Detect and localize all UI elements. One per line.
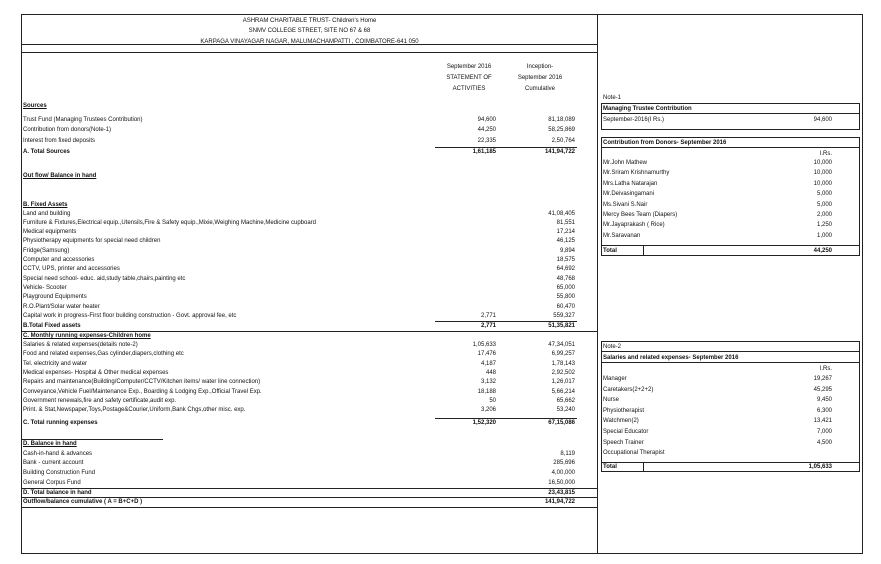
row-rule [21,497,598,498]
note2-item-amount: 45,295 [813,386,832,393]
header-divider [21,52,598,53]
note2-item-name: Occupational Therapist [603,450,665,457]
row-label: A. Total Sources [23,149,70,155]
note2-item-name: Nurse [603,397,620,404]
donor-amount: 1,250 [816,222,832,229]
note2-title: Note-2 [603,344,622,350]
note2-total-divider-v [643,462,644,472]
row-label: Repairs and maintenance(Building/Computer/CCTV/Kitchen items/ water line connection) [23,379,261,385]
row-value-cumulative: 2,50,764 [551,138,575,144]
col-heading-line: STATEMENT OF [446,75,492,81]
note1-mt-value: 94,600 [813,117,832,123]
row-value-cumulative: 58,25,869 [548,127,575,133]
row-label: Physiotherapy equipments for special need children [23,238,161,244]
note2-item-name: Caretakers(2+2+2) [603,386,654,393]
note2-item-amount: 4,500 [816,439,832,446]
note2-title-divider [601,351,860,352]
right-panel-frame [597,14,863,554]
org-address-1: SNMV COLLEGE STREET, SITE NO 67 & 68 [248,28,371,34]
note2-item-name: Manager [603,376,627,382]
row-label: Playground Equipments [23,294,87,300]
row-value-cumulative: 8,119 [560,451,575,457]
row-label: C. Monthly running expenses-Children home [23,333,151,339]
row-value-current: 1,61,185 [472,149,496,155]
row-label: Furniture & Fixtures,Electrical equip.,Utensils,Fire & Safety equip.,Mixie,Weighing Machine,Medicine cupboard [23,220,317,226]
donor-amount: 10,000 [813,180,832,187]
row-label: D. Balance in hand [23,441,77,447]
row-rule [21,331,598,332]
row-value-cumulative: 4,00,000 [551,470,575,476]
donor-name: Mrs.Latha Natarajan [603,180,658,187]
donor-name: Mr.Jayaprakash ( Rice) [603,222,665,229]
row-value-cumulative: 65,000 [556,285,575,291]
row-value-cumulative: 5,66,214 [551,389,575,395]
row-value-cumulative: 41,08,405 [548,211,575,217]
donor-name: Mr.Deivasingamani [603,191,655,198]
row-label: Food and related expenses,Gas cylinder,diapers,clothing etc [23,351,184,357]
row-value-current: 50 [489,398,496,404]
row-label: Print. & Stat,Newspaper,Toys,Postage&Courier,Uniform,Bank Chgs,other misc. exp. [23,407,246,413]
note2-item-amount: 9,450 [816,397,832,404]
note2-item-name: Physiotherapist [603,407,645,414]
row-label: Salaries & related expenses(details note-2) [23,342,138,348]
row-value-cumulative: 47,34,051 [548,342,575,348]
org-address-2: KARPAGA VINAYAGAR NAGAR, MALUMACHAMPATTI , COIMBATORE-641 050 [200,39,419,45]
row-rule [21,439,163,440]
org-name: ASHRAM CHARITABLE TRUST- Children's Home [242,18,377,24]
row-value-cumulative: 141,94,722 [544,499,575,505]
note2-total-divider [601,462,860,463]
row-label: Building Construction Fund [23,470,96,476]
note2-total-value: 1,05,633 [808,464,832,470]
row-value-cumulative: 9,894 [559,248,575,254]
row-value-cumulative: 285,696 [553,460,575,466]
row-value-cumulative: 6,99,257 [551,351,575,357]
row-value-cumulative: 55,800 [556,294,575,300]
row-label: CCTV, UPS, printer and accessories [23,266,120,272]
row-value-current: 3,206 [480,407,496,413]
note2-subtitle: Salaries and related expenses- September 2016 [603,355,739,361]
row-label: Out flow/ Balance in hand [23,173,97,179]
row-label: Computer and accessories [23,257,95,263]
note2-item-name: Special Educator [603,429,649,435]
note1-total-divider-v [643,245,644,256]
row-value-cumulative: 16,50,000 [548,480,575,486]
row-label: Vehicle- Scooter [23,285,67,291]
row-value-cumulative: 67,15,086 [548,420,575,426]
row-value-cumulative: 2,92,502 [551,370,575,376]
note1-mt-title: Managing Trustee Contribution [603,106,692,112]
row-value-current: 1,52,320 [472,420,496,426]
row-rule [21,507,598,508]
note2-item-name: Speech Trainer [603,439,644,446]
note1-total-value: 44,250 [813,248,832,254]
col-heading-line: Inception- [526,64,554,70]
row-value-cumulative: 18,575 [556,257,575,263]
donor-name: Mr.John Mathew [603,160,648,166]
row-label: Interest from fixed deposits [23,138,96,144]
row-value-current: 2,771 [480,313,496,319]
row-label: Sources [23,103,47,109]
note2-item-name: Watchmen(2) [603,418,639,425]
row-value-current: 22,335 [477,138,496,144]
note1-title: Note-1 [603,95,622,101]
donor-amount: 10,000 [813,170,832,177]
row-value-cumulative: 64,692 [556,266,575,272]
col-heading-line: September 2016 [517,75,563,81]
row-value-cumulative: 17,214 [556,229,575,235]
row-rule [21,488,598,489]
note1-mt-divider [601,113,860,114]
row-label: Capital work in progress-First floor building construction - Govt. approval fee, etc [23,313,237,319]
col-heading-line: September 2016 [446,64,492,70]
note2-total-label: Total [603,464,617,470]
row-label: Contribution from donors(Note-1) [23,127,112,133]
row-label: General Corpus Fund [23,480,81,486]
row-value-cumulative: 1,26,017 [551,379,575,385]
donor-name: Ms.Sivani S.Nair [603,201,648,208]
row-value-current: 18,188 [477,389,496,395]
row-label: C. Total running expenses [23,420,98,426]
row-value-cumulative: 51,35,821 [548,323,575,329]
donor-amount: 1,000 [816,232,832,239]
col-heading-line: Cumulative [524,86,555,92]
row-value-current: 44,250 [477,127,496,133]
row-label: Cash-in-hand & advances [23,451,93,457]
row-label: B. Fixed Assets [23,202,68,208]
row-value-cumulative: 65,662 [556,398,575,404]
col-heading-line: ACTIVITIES [452,86,486,92]
row-label: Bank - current account [23,460,84,466]
row-value-current: 3,132 [480,379,496,385]
row-value-cumulative: 53,240 [556,407,575,413]
row-value-cumulative: 60,470 [556,304,575,310]
note1-donors-title: Contribution from Donors- September 2016 [603,140,727,146]
row-label: B.Total Fixed assets [23,323,81,329]
row-label: R.O.Plant/Solar water heater [23,304,100,310]
donor-amount: 5,000 [816,191,832,198]
row-label: Trust Fund (Managing Trustees Contribution) [23,117,143,123]
col-heading-current [435,62,503,95]
row-value-cumulative: 48,768 [556,276,575,282]
note1-mt-label: September-2016(I Rs.) [603,117,665,123]
row-rule [435,147,577,148]
note1-donors-divider [601,147,860,148]
row-value-current: 17,476 [477,351,496,357]
row-label: Special need school- educ. aid,study table,chairs,painting etc [23,276,186,282]
donor-name: Mr.Sriram Krishnamurthy [603,170,670,177]
note2-item-amount: 7,000 [816,429,832,435]
row-value-current: 1,05,633 [472,342,496,348]
row-label: Fridge(Samsung) [23,248,70,254]
row-value-current: 2,771 [480,323,496,329]
row-value-current: 94,600 [477,117,496,123]
row-label: Outflow/balance cumulative ( A = B+C+D ) [23,499,143,505]
donor-amount: 2,000 [816,212,832,218]
row-label: D. Total balance in hand [23,490,92,496]
note2-item-amount: 13,421 [813,418,832,425]
row-label: Government renewals,fire and safety certificate,audit exp. [23,398,177,404]
donor-name: Mr.Saravanan [603,232,641,239]
row-label: Conveyance,Vehicle Fuel/Maintenance Exp., Boarding & Lodging Exp.,Official Travel Exp. [23,389,262,395]
row-value-cumulative: 141,94,722 [544,149,575,155]
row-label: Medical expenses- Hospital & Other medical expenses [23,370,169,376]
row-label: Land and building [23,211,71,217]
donor-amount: 10,000 [813,160,832,166]
row-value-current: 448 [485,370,496,376]
row-rule [435,418,577,419]
row-value-cumulative: 559,327 [553,313,575,319]
note1-total-divider [601,245,860,246]
row-value-cumulative: 1,78,143 [551,361,575,367]
note2-item-amount: 19,267 [813,376,832,382]
donor-name: Mercy Bees Team (Diapers) [603,212,678,218]
note2-item-amount: 6,300 [816,407,832,414]
col-heading-cumulative [504,62,576,95]
row-value-current: 4,187 [480,361,496,367]
note1-unit: I.Rs. [819,151,832,157]
row-value-cumulative: 81,18,089 [548,117,575,123]
note2-unit: I.Rs. [819,366,832,372]
note2-subtitle-divider [601,362,860,363]
row-value-cumulative: 23,43,815 [548,490,575,496]
row-value-cumulative: 46,125 [556,238,575,244]
donor-amount: 5,000 [816,201,832,208]
row-label: Tel. electricity and water [23,361,88,367]
row-value-cumulative: 81,551 [556,220,575,226]
row-rule [435,321,577,322]
note1-total-label: Total [603,248,617,254]
row-label: Medical equipments [23,229,77,235]
